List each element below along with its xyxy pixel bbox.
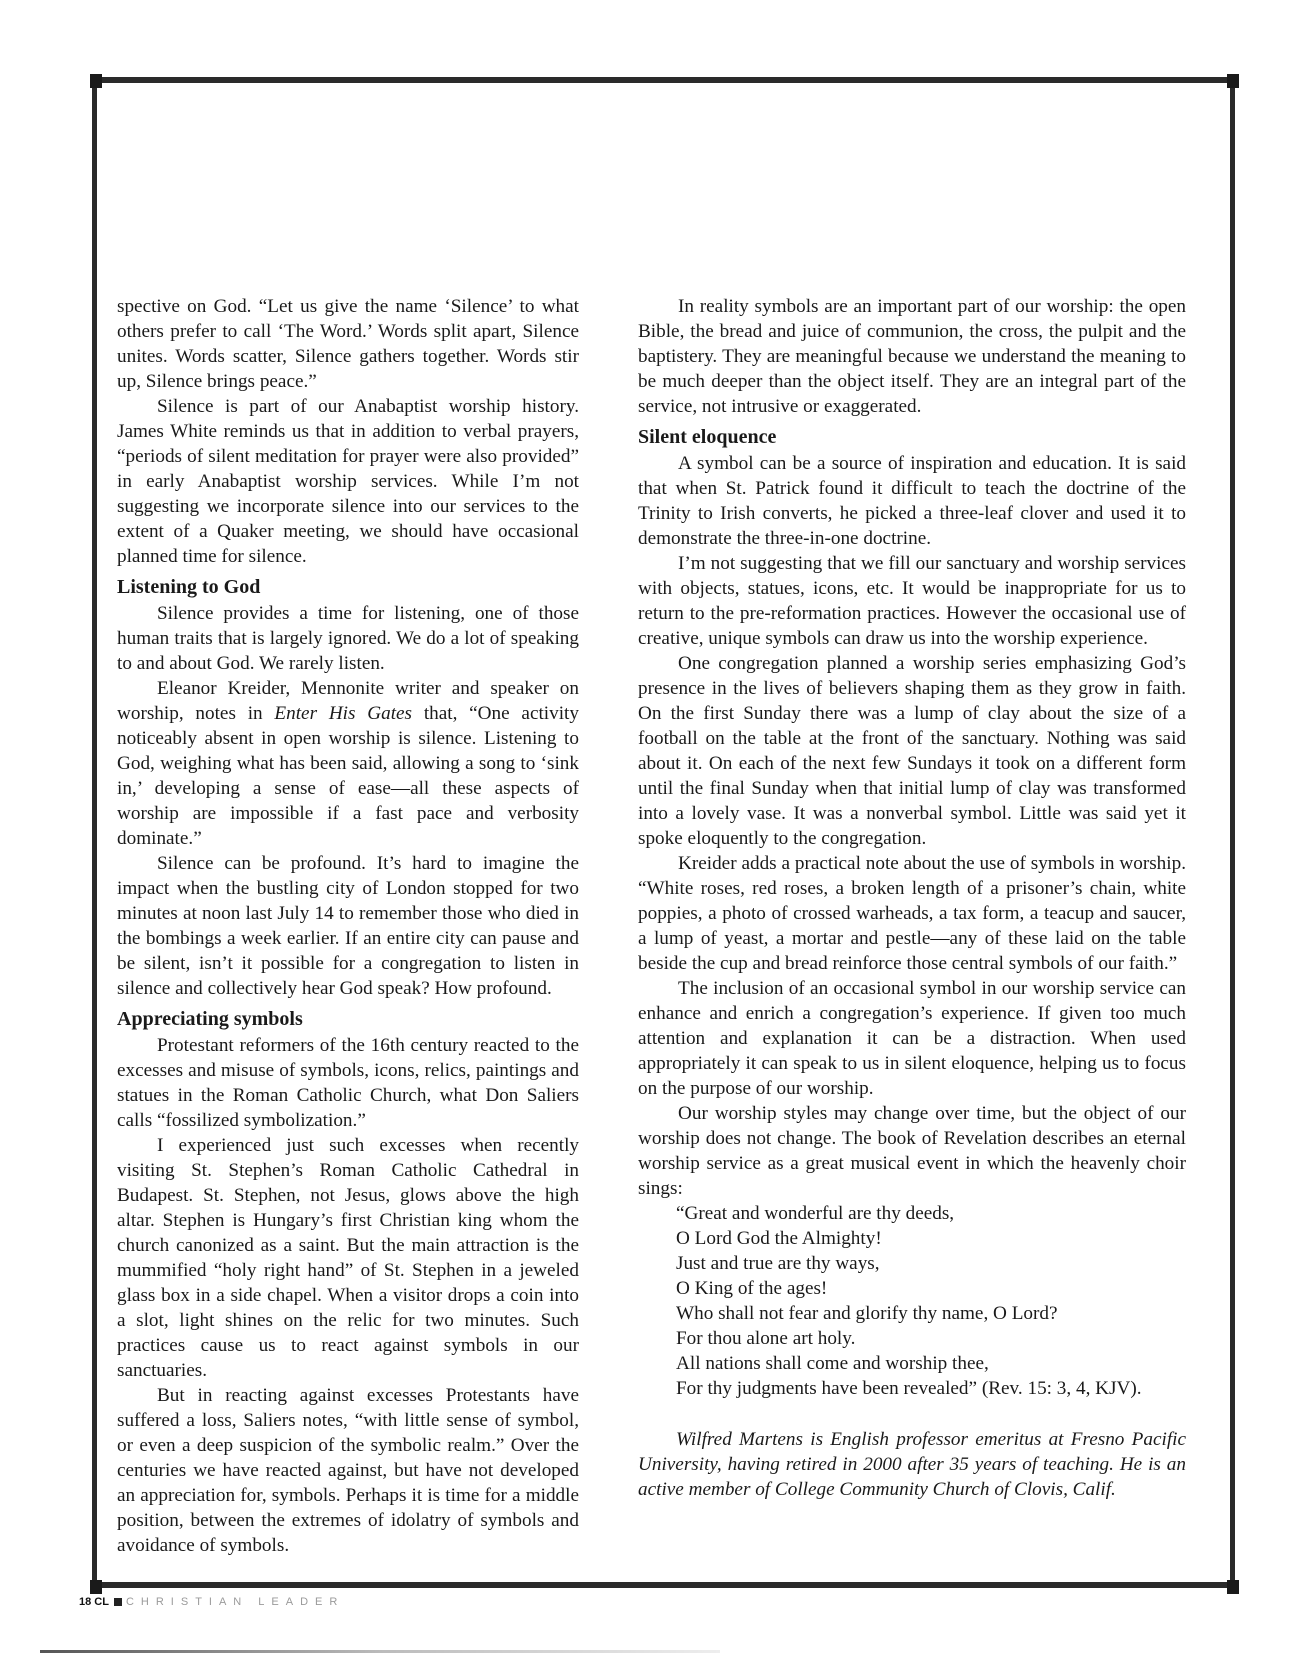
left-paragraph-8: But in reacting against excesses Protestants have suffered a loss, Saliers notes, “with little sense of symbol, or even a deep suspicion of the symbolic realm.” Over the centuries we have reacted against, but have not developed an appreciation for, symbols. Perhaps it is time for a middle position, between the extremes of idolatry of symbols and avoidance of symbols.	[117, 1385, 579, 1556]
paragraph-4-text-b: that, “One activity noticeably absent in open worship is silence. Listening to God, weighing what has been said, allowing a song to ‘sink in,’ developing a sense of ease—all these aspects of worship are impossible if a fast pace and verbosity dominate.”	[117, 703, 579, 849]
poem-line: For thou alone art holy.	[676, 1328, 856, 1349]
right-paragraph-5: Kreider adds a practical note about the use of symbols in worship. “White roses, red roses, a broken length of a prisoner’s chain, white poppies, a photo of crossed warheads, a tax form, a teacup and saucer, a lump of yeast, a mortar and pestle—any of these laid on the table beside the cup and bread reinforce those central symbols of our faith.”	[638, 853, 1186, 974]
heading-listening-to-god: Listening to God	[117, 576, 261, 598]
right-paragraph-7: Our worship styles may change over time, but the object of our worship does not change. The book of Revelation describes an eternal worship service as a great musical event in which the heavenly choir sings:	[638, 1103, 1186, 1199]
frame-corner-bottom-left	[90, 1580, 102, 1594]
heading-appreciating-symbols: Appreciating symbols	[117, 1008, 303, 1030]
frame-left-rule	[92, 77, 97, 1589]
left-paragraph-2: Silence is part of our Anabaptist worship history. James White reminds us that in addition to verbal prayers, “periods of silent meditation for prayer were also provided” in early Anabaptist worship services. While I’m not suggesting we incorporate silence into our services to the extent of a Quaker meeting, we should have occasional planned time for silence.	[117, 396, 579, 567]
scan-edge-shadow	[40, 1650, 720, 1653]
frame-top-rule	[90, 77, 1239, 83]
poem-line: Who shall not fear and glorify thy name, O Lord?	[676, 1303, 1058, 1324]
footer-square-icon	[114, 1598, 122, 1606]
magazine-name: CHRISTIAN LEADER	[125, 1596, 345, 1608]
right-paragraph-4: One congregation planned a worship series emphasizing God’s presence in the lives of believers shaping them as they grow in faith. On the first Sunday there was a lump of clay about the size of a football on the table at the front of the sanctuary. Nothing was said about it. On each of the next few Sundays it took on a different form until the final Sunday when that initial lump of clay was transformed into a lovely vase. It was a nonverbal symbol. Little was said yet it spoke eloquently to the congregation.	[638, 653, 1186, 849]
left-paragraph-7: I experienced just such excesses when recently visiting St. Stephen’s Roman Catholic Cathedral in Budapest. St. Stephen, not Jesus, glows above the high altar. Stephen is Hungary’s first Christian king whom the church canonized as a saint. But the main attraction is the mummified “holy right hand” of St. Stephen in a jeweled glass box in a side chapel. When a visitor drops a coin into a slot, light shines on the relic for two minutes. Such practices cause us to react against symbols in our sanctuaries.	[117, 1135, 579, 1381]
frame-bottom-rule	[90, 1582, 1239, 1588]
poem-line: For thy judgments have been revealed” (Rev. 15: 3, 4, KJV).	[676, 1378, 1142, 1399]
poem-line: O King of the ages!	[676, 1278, 828, 1299]
left-paragraph-3: Silence provides a time for listening, one of those human traits that is largely ignored. We do a lot of speaking to and about God. We rarely listen.	[117, 603, 579, 674]
author-bio: Wilfred Martens is English professor emeritus at Fresno Pacific University, having retired in 2000 after 35 years of teaching. He is an active member of College Community Church of Clovis, Calif.	[638, 1429, 1186, 1500]
poem-quote	[638, 1201, 1186, 1401]
page-number: 18 CL	[79, 1596, 109, 1608]
article-left-column	[117, 294, 579, 1558]
left-paragraph-4	[117, 676, 579, 851]
poem-line: All nations shall come and worship thee,	[676, 1353, 989, 1374]
left-paragraph-6: Protestant reformers of the 16th century reacted to the excesses and misuse of symbols, icons, relics, paintings and statues in the Roman Catholic Church, what Don Saliers calls “fossilized symbolization.”	[117, 1035, 579, 1131]
right-paragraph-1: In reality symbols are an important part of our worship: the open Bible, the bread and juice of communion, the cross, the pulpit and the baptistery. They are meaningful because we understand the meaning to be much deeper than the object itself. They are an integral part of the service, not intrusive or exaggerated.	[638, 296, 1186, 417]
poem-line: “Great and wonderful are thy deeds,	[676, 1203, 955, 1224]
page-footer	[79, 1594, 344, 1610]
poem-line: Just and true are thy ways,	[676, 1253, 880, 1274]
heading-silent-eloquence: Silent eloquence	[638, 426, 777, 448]
paragraph-4-text-a: Eleanor Kreider, Mennonite writer and speaker on worship, notes in	[117, 678, 579, 724]
left-paragraph-1: spective on God. “Let us give the name ‘Silence’ to what others prefer to call ‘The Word.’ Words split apart, Silence unites. Words scatter, Silence gathers together. Words stir up, Silence brings peace.”	[117, 296, 579, 392]
right-paragraph-2: A symbol can be a source of inspiration and education. It is said that when St. Patrick found it difficult to teach the doctrine of the Trinity to Irish converts, he picked a three-leaf clover and used it to demonstrate the three-in-one doctrine.	[638, 453, 1186, 549]
frame-right-rule	[1230, 77, 1235, 1589]
article-right-column	[638, 294, 1186, 1502]
right-paragraph-6: The inclusion of an occasional symbol in our worship service can enhance and enrich a congregation’s experience. If given too much attention and explanation it can be a distraction. When used appropriately it can speak to us in silent eloquence, helping us to focus on the purpose of our worship.	[638, 978, 1186, 1099]
left-paragraph-5: Silence can be profound. It’s hard to imagine the impact when the bustling city of London stopped for two minutes at noon last July 14 to remember those who died in the bombings a week earlier. If an entire city can pause and be silent, isn’t it possible for a congregation to listen in silence and collectively hear God speak? How profound.	[117, 853, 579, 999]
frame-corner-top-left	[90, 74, 102, 88]
poem-line: O Lord God the Almighty!	[676, 1228, 882, 1249]
right-paragraph-3: I’m not suggesting that we fill our sanctuary and worship services with objects, statues, icons, etc. It would be inappropriate for us to return to the pre-reformation practices. However the occasional use of creative, unique symbols can draw us into the worship experience.	[638, 553, 1186, 649]
frame-corner-bottom-right	[1227, 1580, 1239, 1594]
frame-corner-top-right	[1227, 74, 1239, 88]
book-title-enter-his-gates: Enter His Gates	[274, 703, 413, 724]
